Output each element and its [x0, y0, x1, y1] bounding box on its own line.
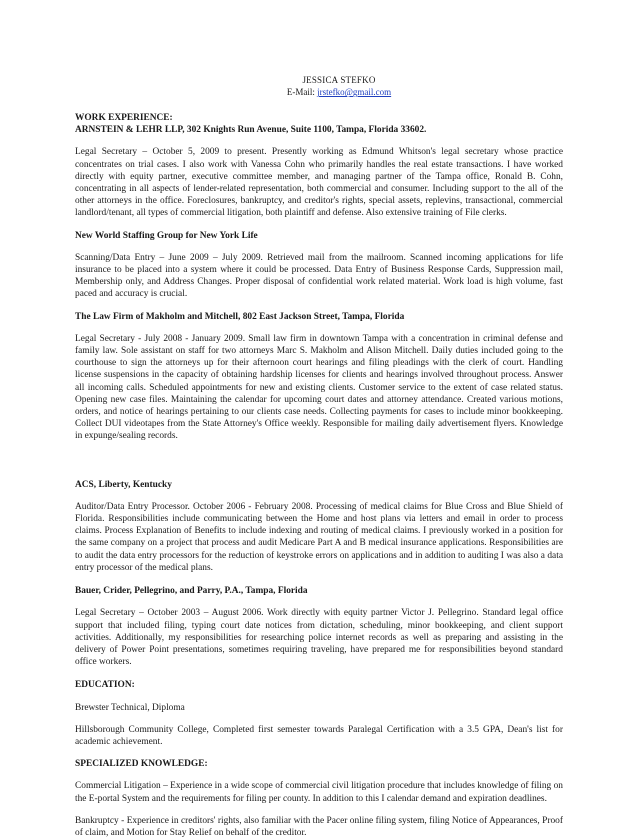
email-label: E-Mail:: [286, 87, 315, 98]
email-line: [40, 86, 638, 98]
job-description: Legal Secretary – October 5, 2009 to present. Presently working as Edmund Whitson's legal secretary whose practice concentrates on trial cases. I also work with Vanessa Cohn who primarily handles the real estate transactions. I have worked directly with equity partner, executive committee member, and managing partner of the Tampa office, Ronald B. Cohn, concentrating in all aspects of lender-related representation, both commercial and consumer. Including support to the all of the other attorneys in the office. Foreclosures, bankruptcy, and creditor's rights, special assets, replevins, transactional, commercial landlord/tenant, all types of commercial litigation, both plaintiff and defense. Also extensive training of File clerks.: [75, 147, 563, 219]
resume-body: [75, 112, 563, 839]
job-employer: ACS, Liberty, Kentucky: [75, 479, 172, 490]
job-description: Legal Secretary - July 2008 - January 2009. Small law firm in downtown Tampa with a concentration in criminal defense and family law. Sole assistant on staff for two attorneys Marc S. Makholm and Alison Mitchell. Daily duties included going to the courthouse to sign the attorneys up for their afternoon court hearings and filing pleadings with the clerk of court. Handling license suspensions in the capacity of obtaining hardship licenses for clients and hearings involved throughout process. Answer all incoming calls. Scheduled appointments for new and existing clients. Customer service to the extent of case related status. Opening new case files. Maintaining the calendar for upcoming court dates and attorney attendance. Created various motions, orders, and notice of hearings pertaining to our clients case needs. Collecting payments for cases to include minor bookkeeping. Collect DUI videotapes from the State Attorney's Office weekly. Responsible for mailing daily advertisement flyers. Knowledge in expunge/sealing records.: [75, 333, 563, 442]
specialized-knowledge-heading: SPECIALIZED KNOWLEDGE:: [75, 759, 208, 770]
education-item: Hillsborough Community College, Completed first semester towards Paralegal Certification with a 3.5 GPA, Dean's list for academic achievement.: [75, 724, 563, 747]
knowledge-item: Commercial Litigation – Experience in a wide scope of commercial civil litigation procedure that includes knowledge of filing on the E-portal System and the requirements for filing per county. In addition to this I calendar demand and expiration deadlines.: [75, 781, 563, 804]
job-description: Scanning/Data Entry – June 2009 – July 2009. Retrieved mail from the mailroom. Scanned incoming applications for life insurance to be placed into a system where it could be processed. Data Entry of Business Response Cards, Suppression mail, Membership only, and Address Changes. Proper disposal of confidential work related material. Work load is high volume, fast paced and accuracy is crucial.: [75, 252, 563, 300]
job-description: Auditor/Data Entry Processor. October 2006 - February 2008. Processing of medical claims for Blue Cross and Blue Shield of Florida. Responsibilities include communicating between the Home and host plans via letters and email in order to process claims. Process Explanation of Benefits to include indexing and routing of medical claims. I previously worked in a position for the same company on a project that process and audit Medicare Part A and B medical insurance applications. Responsibilities are to audit the data entry processors for the reduction of keystroke errors on applications and in addition to auditing I was also a data entry processor of the medical plans.: [75, 501, 563, 573]
email-link[interactable]: jrstefko@gmail.com: [317, 87, 392, 98]
education-heading: EDUCATION:: [75, 680, 135, 691]
resume-header: [0, 74, 638, 98]
job-employer: ARNSTEIN & LEHR LLP, 302 Knights Run Avenue, Suite 1100, Tampa, Florida 33602.: [75, 125, 427, 136]
job-employer: The Law Firm of Makholm and Mitchell, 802 East Jackson Street, Tampa, Florida: [75, 311, 405, 322]
job-description: Legal Secretary – October 2003 – August 2006. Work directly with equity partner Victor J. Pellegrino. Standard legal office support that included filing, typing court date notices from dictation, scheduling, minor bookkeeping, and client support activities. Additionally, my responsibilities for researching police internet records as well as preparing and assisting in the delivery of Power Point presentations, sometimes requiring traveling, have prepared me for responsibilities beyond standard office workers.: [75, 608, 563, 668]
job-employer: Bauer, Crider, Pellegrino, and Parry, P.A., Tampa, Florida: [75, 586, 308, 597]
job-employer: New World Staffing Group for New York Life: [75, 230, 258, 241]
education-item: Brewster Technical, Diploma: [75, 702, 185, 713]
knowledge-item: Bankruptcy - Experience in creditors' rights, also familiar with the Pacer online filing system, filing Notice of Appearances, Proof of claim, and Motion for Stay Relief on behalf of the creditor.: [75, 815, 563, 838]
candidate-name: JESSICA STEFKO: [302, 75, 376, 85]
work-experience-heading: WORK EXPERIENCE:: [75, 113, 173, 123]
